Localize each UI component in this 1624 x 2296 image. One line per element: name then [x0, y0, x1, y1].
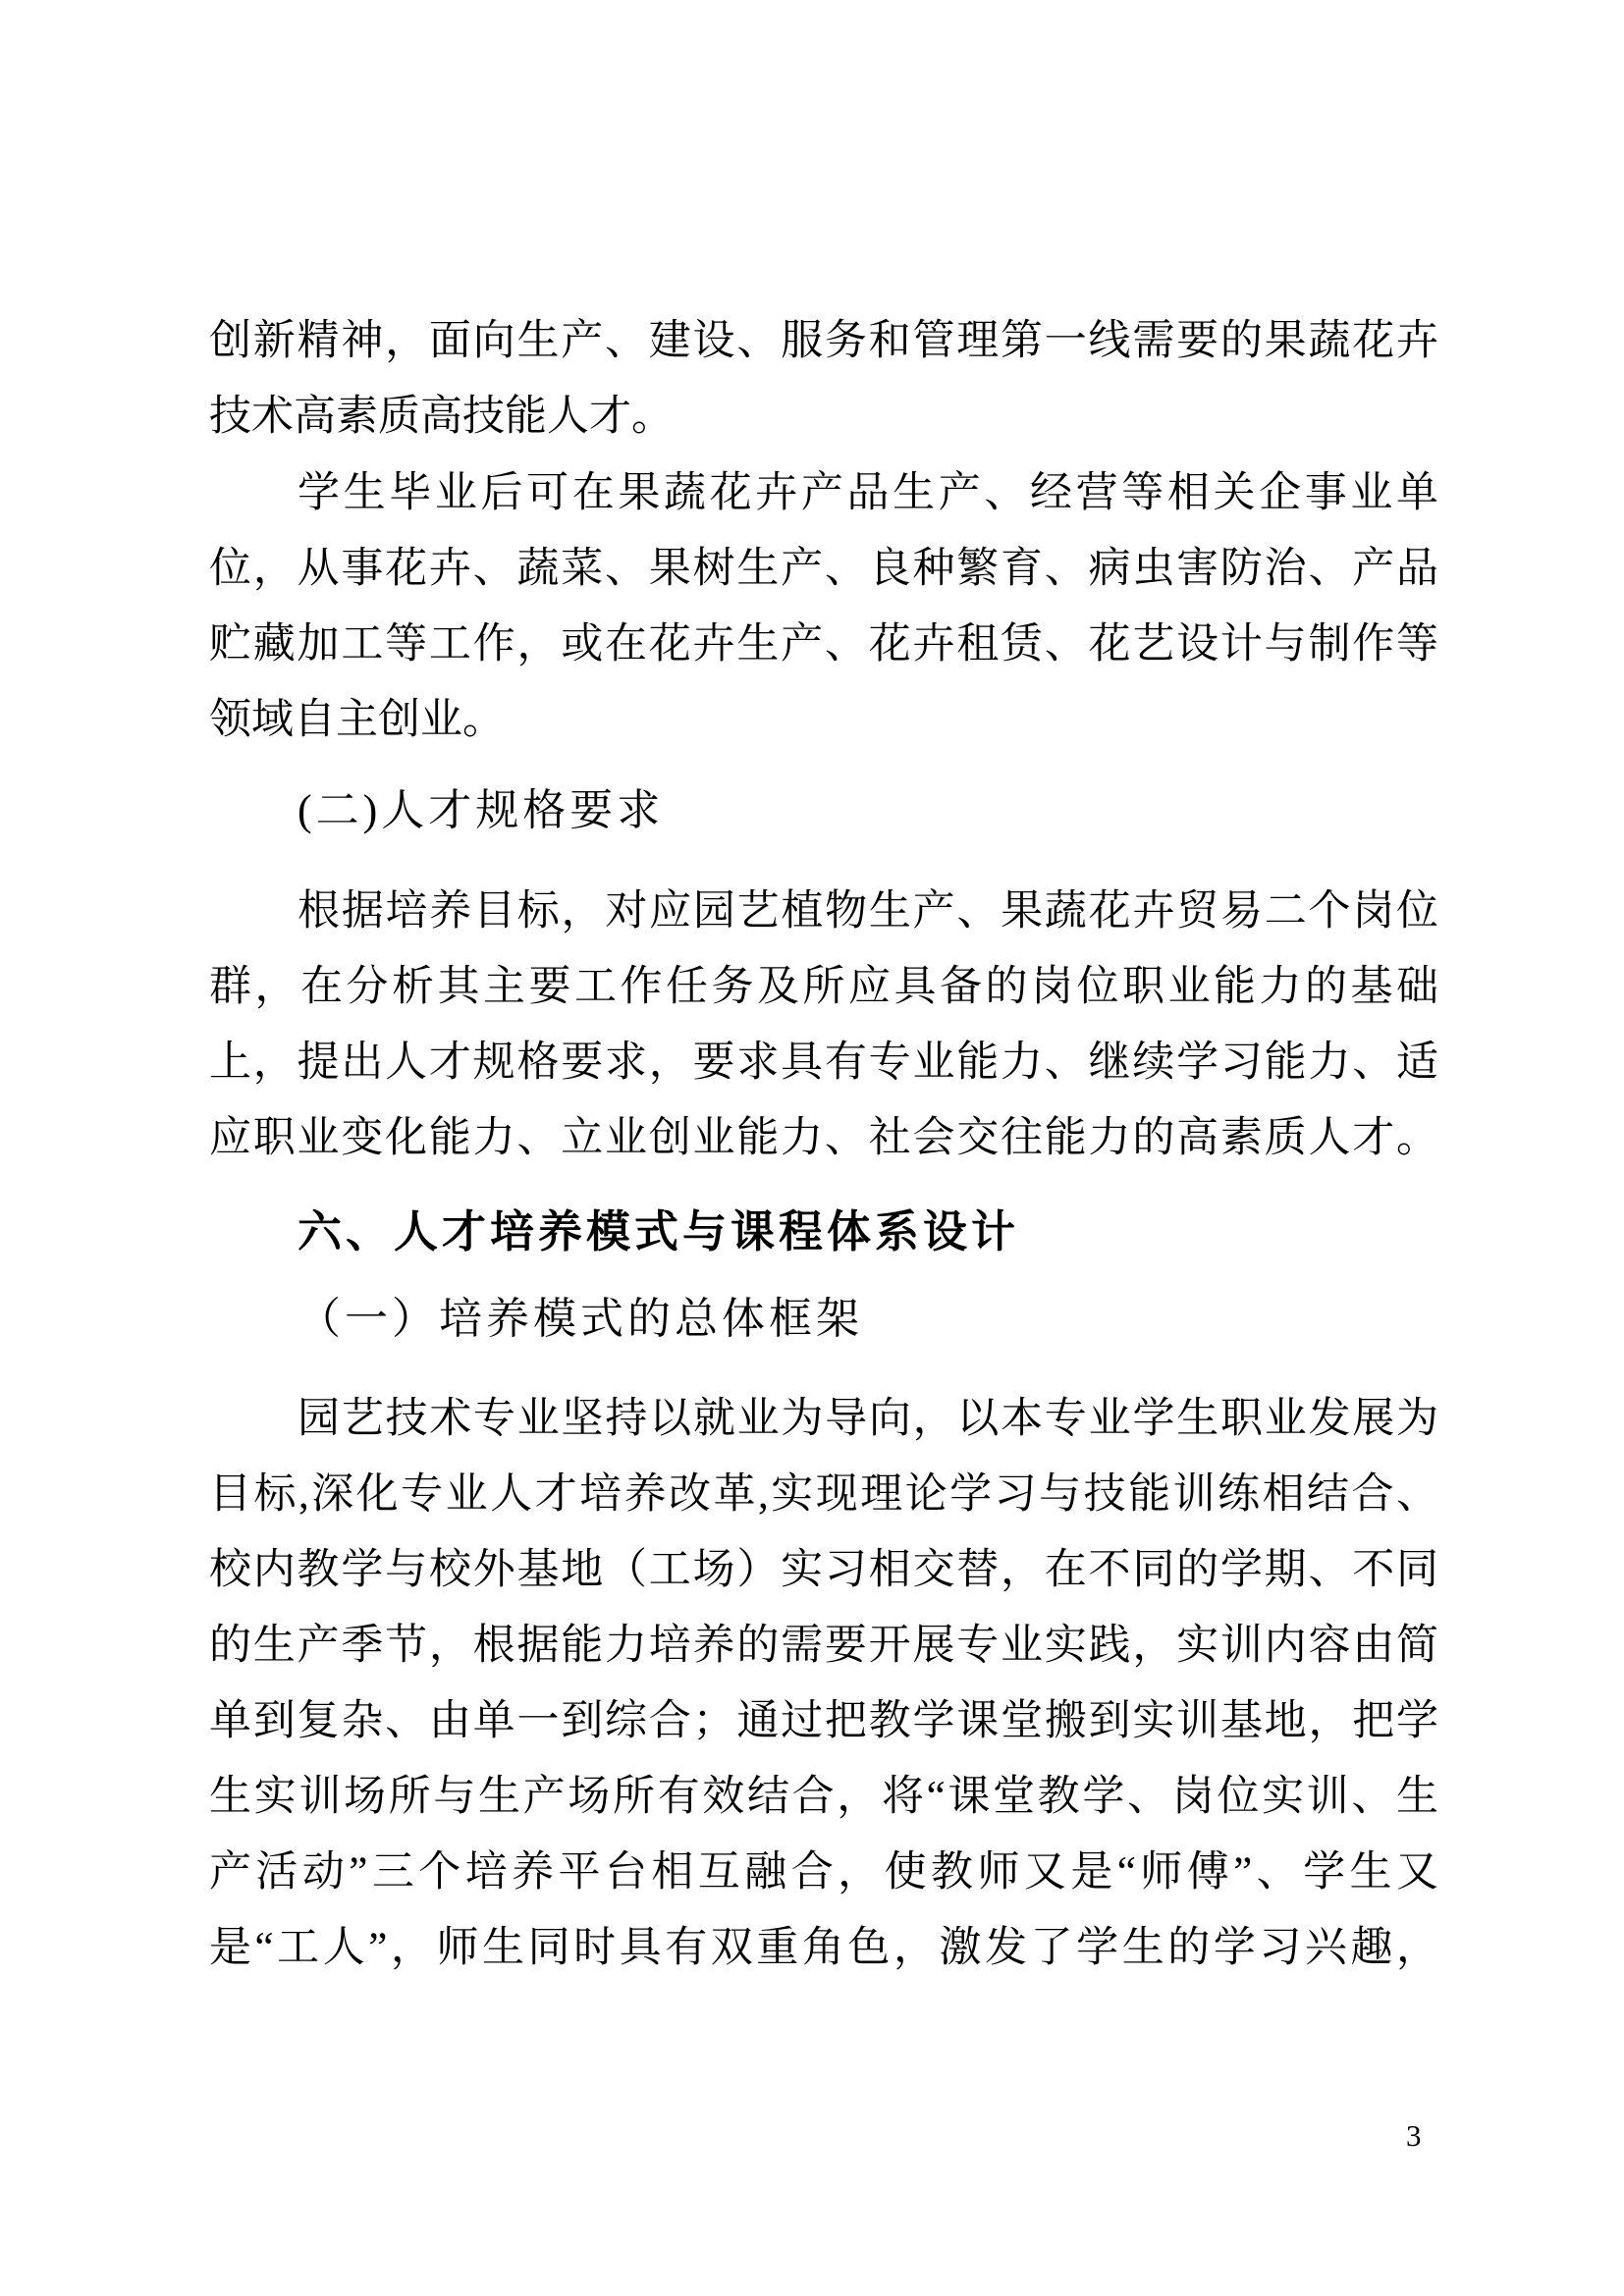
paragraph-training-mode: [209, 1381, 1438, 1986]
section-heading-training-mode: [209, 1281, 1438, 1357]
text-line: 贮藏加工等工作，或在花卉生产、花卉租赁、花艺设计与制作等: [209, 621, 1438, 667]
text-line: 应职业变化能力、立业创业能力、社会交往能力的高素质人才。: [209, 1115, 1438, 1161]
heading-text: (二)人才规格要求: [298, 786, 665, 834]
paragraph-continuation: [209, 303, 1438, 454]
text-line: 上，提出人才规格要求，要求具有专业能力、继续学习能力、适: [209, 1040, 1438, 1086]
section-heading-talent-spec: [209, 773, 1438, 848]
text-line: 创新精神，面向生产、建设、服务和管理第一线需要的果蔬花卉: [209, 318, 1438, 364]
text-line: 是“工人”，师生同时具有双重角色，激发了学生的学习兴趣，: [209, 1925, 1438, 1971]
text-line: 校内教学与校外基地（工场）实习相交替，在不同的学期、不同: [209, 1547, 1438, 1593]
page-number: 3: [1406, 2118, 1422, 2153]
paragraph-talent-spec: [209, 874, 1438, 1176]
paragraph-employment: [209, 455, 1438, 758]
chapter-heading-six: [209, 1194, 1438, 1269]
text-line: 产活动”三个培养平台相互融合，使教师又是“师傅”、学生又: [209, 1849, 1438, 1896]
text-line: 生实训场所与生产场所有效结合，将“课堂教学、岗位实训、生: [209, 1774, 1438, 1820]
text-line: 根据培养目标，对应园艺植物生产、果蔬花卉贸易二个岗位: [298, 888, 1438, 934]
text-line: 群，在分析其主要工作任务及所应具备的岗位职业能力的基础: [209, 964, 1438, 1010]
text-line: 位，从事花卉、蔬菜、果树生产、良种繁育、病虫害防治、产品: [209, 546, 1438, 592]
text-line: 目标,深化专业人才培养改革,实现理论学习与技能训练相结合、: [209, 1471, 1438, 1518]
text-line: 学生毕业后可在果蔬花卉产品生产、经营等相关企事业单: [298, 470, 1438, 516]
heading-text: 六、人才培养模式与课程体系设计: [298, 1206, 1020, 1256]
text-line: 单到复杂、由单一到综合；通过把教学课堂搬到实训基地，把学: [209, 1698, 1438, 1744]
heading-text: （一）培养模式的总体框架: [298, 1295, 863, 1343]
text-line: 技术高素质高技能人才。: [209, 394, 674, 440]
text-line: 的生产季节，根据能力培养的需要开展专业实践，实训内容由简: [209, 1623, 1438, 1669]
text-line: 园艺技术专业坚持以就业为导向，以本专业学生职业发展为: [298, 1396, 1438, 1442]
text-line: 领域自主创业。: [209, 697, 505, 743]
